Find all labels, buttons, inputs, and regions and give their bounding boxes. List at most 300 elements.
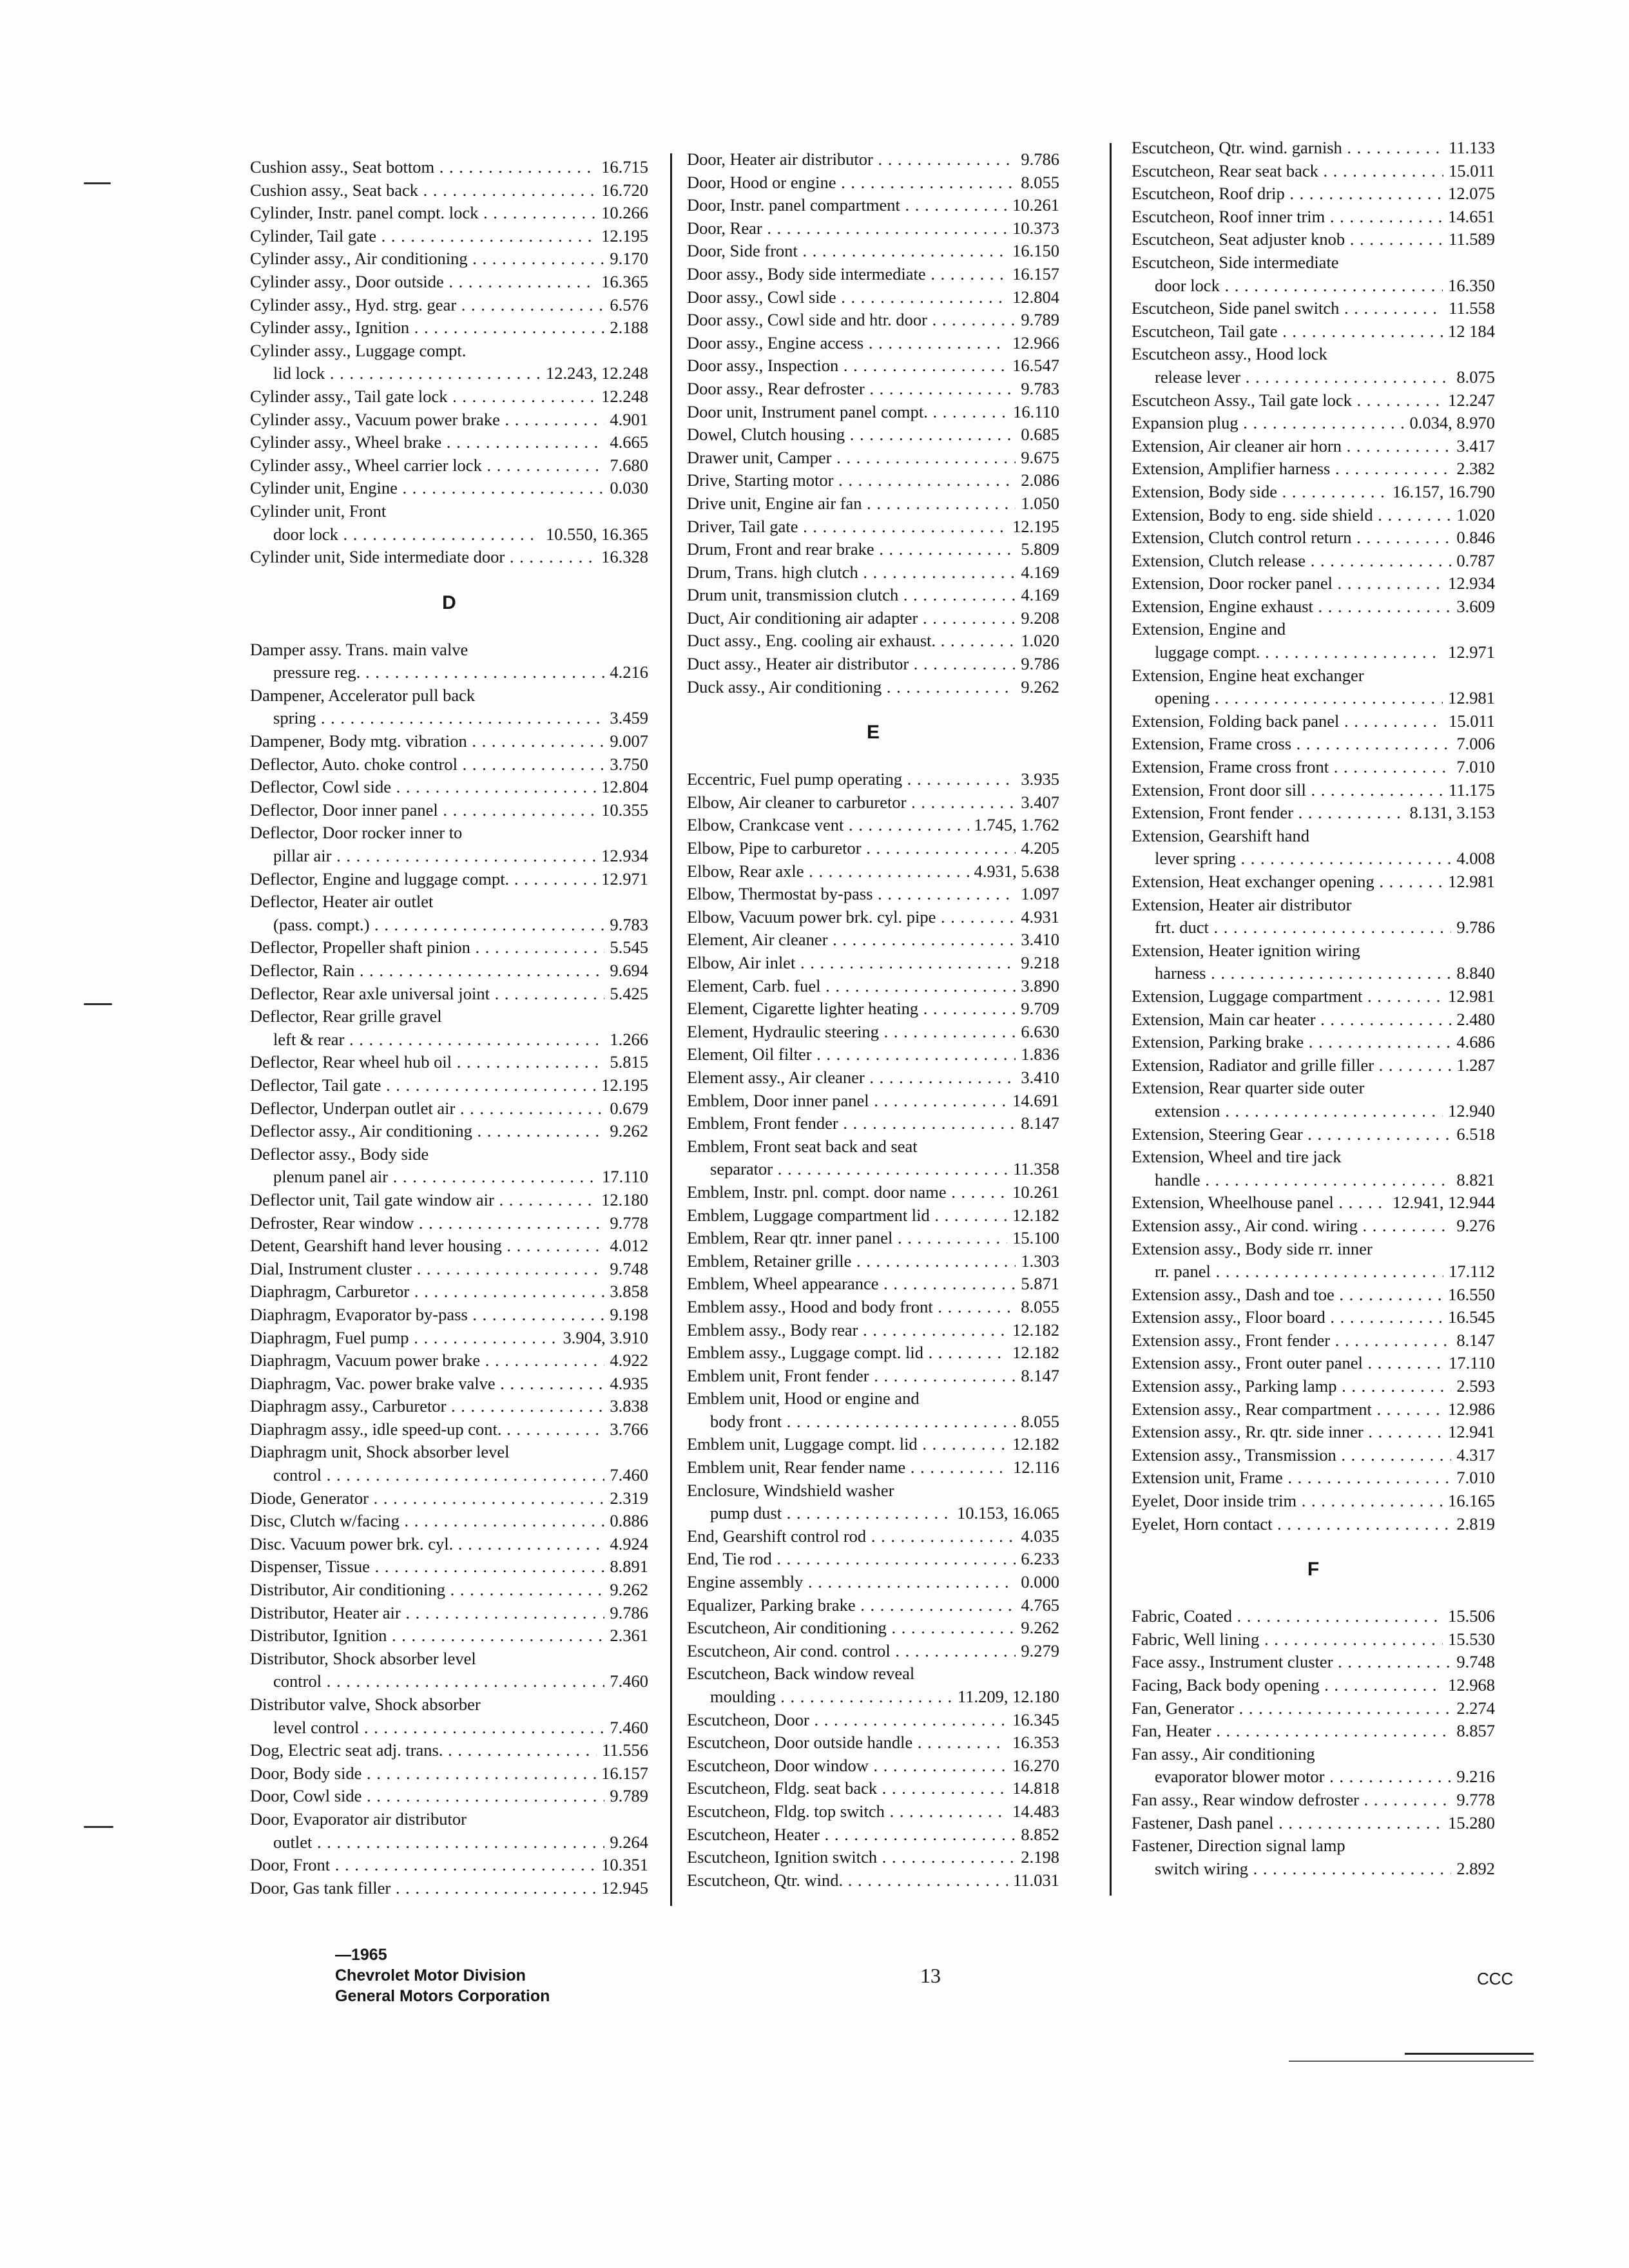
entry-name: Door assy., Body side intermediate . . .: [687, 263, 1007, 286]
index-entry: [250, 1189, 648, 1212]
entry-name: Cylinder assy., Wheel carrier lock . . .: [250, 454, 604, 477]
entry-name: door lock . . .: [1132, 274, 1443, 298]
entry-name: Extension unit, Frame . . .: [1132, 1466, 1451, 1490]
index-entry: [687, 860, 1059, 883]
entry-name: Drive, Starting motor . . .: [687, 469, 1016, 492]
index-entry: [250, 1166, 648, 1189]
index-entry: [687, 1158, 1059, 1181]
entry-name: Deflector, Cowl side . . .: [250, 776, 596, 799]
entry-page-ref: 8.821: [1456, 1169, 1495, 1189]
entry-name: Emblem, Instr. pnl. compt. door name . . .: [687, 1181, 1007, 1204]
index-column-1: [250, 156, 648, 1899]
entry-name: Extension, Wheel and tire jack: [1132, 1147, 1342, 1167]
entry-name: Escutcheon, Roof drip . . .: [1132, 182, 1443, 206]
index-entry: [687, 1548, 1059, 1571]
entry-name: pressure reg. . . .: [250, 661, 604, 684]
entry-name: Distributor, Heater air . . .: [250, 1602, 604, 1625]
entry-page-ref: 3.904, 3.910: [563, 1327, 648, 1347]
entry-page-ref: 12.804: [601, 777, 648, 797]
index-entry: [250, 454, 648, 477]
entry-page-ref: 15.011: [1449, 711, 1495, 731]
index-entry: [687, 814, 1059, 837]
entry-page-ref: 0.030: [610, 478, 648, 498]
index-entry: [687, 906, 1059, 929]
entry-name: Elbow, Air cleaner to carburetor . . .: [687, 791, 1016, 814]
index-heading: [250, 1808, 648, 1831]
index-entry: [687, 240, 1059, 263]
entry-name: Extension, Heater air distributor: [1132, 894, 1352, 914]
index-entry: [250, 730, 648, 753]
entry-name: (pass. compt.) . . .: [250, 914, 604, 937]
index-entry: [1132, 1329, 1495, 1352]
index-entry: [1132, 1398, 1495, 1421]
index-entry: [1132, 962, 1495, 985]
index-entry: [687, 837, 1059, 860]
entry-page-ref: 1.020: [1021, 631, 1059, 651]
entry-name: Eyelet, Door inside trim . . .: [1132, 1490, 1443, 1513]
entry-page-ref: 8.857: [1456, 1721, 1495, 1741]
index-entry: [687, 629, 1059, 653]
index-entry: [1132, 1215, 1495, 1238]
entry-name: Elbow, Vacuum power brk. cyl. pipe . . .: [687, 906, 1016, 929]
entry-page-ref: 3.459: [610, 708, 648, 728]
index-entry: [1132, 1858, 1495, 1881]
index-entry: [250, 1487, 648, 1510]
entry-name: Deflector, Tail gate . . .: [250, 1074, 596, 1097]
entry-page-ref: 9.198: [610, 1304, 648, 1324]
index-entry: [1132, 1031, 1495, 1054]
index-entry: [250, 385, 648, 408]
index-entry: [1132, 481, 1495, 504]
entry-name: Duct assy., Eng. cooling air exhaust. . . .: [687, 629, 1016, 653]
index-entry: [687, 1502, 1059, 1525]
entry-name: Extension, Luggage compartment . . .: [1132, 985, 1443, 1008]
entry-page-ref: 4.924: [610, 1533, 648, 1553]
entry-name: Deflector, Rear grille gravel: [250, 1006, 442, 1026]
entry-page-ref: 3.410: [1021, 1067, 1059, 1087]
entry-name: lid lock . . .: [250, 362, 541, 385]
index-entry: [687, 1365, 1059, 1388]
entry-name: Element, Carb. fuel . . .: [687, 975, 1016, 998]
entry-page-ref: 3.417: [1456, 436, 1495, 456]
entry-page-ref: 12.940: [1448, 1100, 1495, 1120]
index-entry: [250, 1716, 648, 1740]
footer-rule: [1289, 2061, 1534, 2062]
entry-page-ref: 17.110: [1449, 1353, 1495, 1373]
entry-name: Duct assy., Heater air distributor . . .: [687, 653, 1016, 676]
entry-page-ref: 16.270: [1012, 1755, 1059, 1775]
entry-name: Emblem assy., Luggage compt. lid . . .: [687, 1341, 1007, 1365]
entry-page-ref: 11.358: [1013, 1159, 1059, 1179]
entry-name: Diaphragm, Fuel pump . . .: [250, 1327, 558, 1350]
entry-name: Deflector, Rear axle universal joint . . .: [250, 983, 604, 1006]
entry-page-ref: 10.351: [601, 1855, 648, 1875]
entry-name: Emblem unit, Hood or engine and: [687, 1389, 920, 1408]
entry-page-ref: 16.350: [1448, 275, 1495, 295]
entry-name: End, Tie rod . . .: [687, 1548, 1016, 1571]
entry-name: Diaphragm, Evaporator by-pass . . .: [250, 1303, 604, 1327]
entry-page-ref: 9.786: [1021, 654, 1059, 674]
entry-page-ref: 9.218: [1021, 953, 1059, 972]
entry-page-ref: 16.150: [1012, 241, 1059, 261]
entry-page-ref: 7.460: [610, 1671, 648, 1691]
entry-page-ref: 16.365: [601, 271, 648, 291]
entry-page-ref: 15.280: [1448, 1812, 1495, 1832]
index-entry: [1132, 710, 1495, 733]
index-entry: [687, 1525, 1059, 1548]
index-entry: [687, 1640, 1059, 1663]
entry-name: Emblem, Retainer grille . . .: [687, 1250, 1016, 1273]
index-heading: [250, 1441, 648, 1464]
entry-page-ref: 12.247: [1448, 390, 1495, 410]
entry-name: Element, Oil filter . . .: [687, 1043, 1016, 1066]
entry-name: Elbow, Crankcase vent . . .: [687, 814, 969, 837]
footer-year: —1965: [335, 1946, 387, 1964]
entry-page-ref: 3.935: [1021, 769, 1059, 789]
index-entry: [1132, 572, 1495, 595]
entry-page-ref: 14.483: [1012, 1801, 1059, 1821]
entry-page-ref: 10.261: [1012, 1182, 1059, 1202]
entry-page-ref: 3.858: [610, 1282, 648, 1302]
entry-page-ref: 12.934: [601, 846, 648, 866]
entry-name: Emblem, Wheel appearance . . .: [687, 1273, 1016, 1296]
entry-name: Damper assy. Trans. main valve: [250, 639, 468, 659]
entry-name: Extension, Parking brake . . .: [1132, 1031, 1451, 1054]
index-entry: [687, 1066, 1059, 1090]
index-entry: [1132, 1697, 1495, 1720]
entry-page-ref: 8.840: [1456, 963, 1495, 983]
index-heading: [250, 684, 648, 707]
entry-page-ref: 9.694: [610, 961, 648, 980]
index-entry: [250, 1670, 648, 1693]
entry-name: Deflector assy., Air conditioning . . .: [250, 1120, 604, 1143]
entry-name: Cylinder assy., Vacuum power brake . . .: [250, 408, 604, 432]
index-entry: [1132, 1651, 1495, 1674]
entry-page-ref: 11.031: [1013, 1870, 1059, 1890]
index-entry: [687, 1296, 1059, 1319]
entry-name: Element, Air cleaner . . .: [687, 928, 1016, 952]
entry-name: Extension, Front door sill . . .: [1132, 779, 1443, 802]
entry-name: Cylinder assy., Wheel brake . . .: [250, 431, 604, 454]
entry-page-ref: 3.410: [1021, 930, 1059, 950]
entry-page-ref: 10.266: [601, 203, 648, 223]
index-entry: [687, 378, 1059, 401]
index-heading: [250, 1005, 648, 1028]
entry-name: Extension, Rear quarter side outer: [1132, 1078, 1365, 1098]
entry-name: Duct, Air conditioning air adapter . . .: [687, 607, 1016, 630]
index-entry: [1132, 1812, 1495, 1835]
index-heading: [1132, 1238, 1495, 1261]
entry-page-ref: 16.110: [1013, 401, 1059, 421]
entry-name: lever spring . . .: [1132, 847, 1451, 870]
index-entry: [687, 194, 1059, 217]
entry-name: opening . . .: [1132, 687, 1443, 710]
entry-page-ref: 1.020: [1456, 505, 1495, 524]
index-entry: [687, 1731, 1059, 1754]
entry-page-ref: 2.198: [1021, 1847, 1059, 1867]
entry-page-ref: 1.836: [1021, 1044, 1059, 1064]
index-entry: [1132, 435, 1495, 458]
index-entry: [250, 1831, 648, 1854]
entry-name: Distributor valve, Shock absorber: [250, 1695, 481, 1714]
entry-page-ref: 17.110: [602, 1167, 648, 1187]
entry-name: Fastener, Dash panel . . .: [1132, 1812, 1443, 1835]
index-entry: [1132, 412, 1495, 435]
entry-name: Escutcheon Assy., Tail gate lock . . .: [1132, 389, 1443, 412]
entry-name: Extension assy., Parking lamp . . .: [1132, 1375, 1451, 1398]
margin-mark: [84, 1003, 112, 1005]
entry-page-ref: 0.034, 8.970: [1409, 413, 1495, 433]
index-entry: [1132, 1444, 1495, 1467]
entry-name: moulding . . .: [687, 1686, 952, 1709]
entry-page-ref: 9.789: [1021, 310, 1059, 330]
index-entry: [687, 883, 1059, 906]
entry-name: evaporator blower motor . . .: [1132, 1765, 1451, 1789]
entry-page-ref: 4.008: [1456, 849, 1495, 869]
entry-name: Drum unit, transmission clutch . . .: [687, 584, 1016, 607]
entry-name: Emblem, Luggage compartment lid . . .: [687, 1204, 1007, 1227]
entry-page-ref: 8.147: [1456, 1330, 1495, 1350]
entry-name: Escutcheon, Back window reveal: [687, 1664, 915, 1684]
entry-name: Dispenser, Tissue . . .: [250, 1555, 604, 1579]
entry-page-ref: 8.147: [1021, 1365, 1059, 1385]
entry-page-ref: 5.815: [610, 1052, 648, 1072]
entry-page-ref: 1.287: [1456, 1055, 1495, 1075]
index-entry: [1132, 1054, 1495, 1077]
index-entry: [250, 868, 648, 891]
entry-name: Cylinder unit, Engine . . .: [250, 477, 604, 500]
entry-name: Elbow, Thermostat by-pass . . .: [687, 883, 1016, 906]
entry-name: Emblem, Rear qtr. inner panel . . .: [687, 1227, 1007, 1250]
entry-name: Extension, Clutch release . . .: [1132, 550, 1451, 573]
section-letter: E: [866, 722, 880, 744]
entry-page-ref: 4.686: [1456, 1032, 1495, 1052]
entry-page-ref: 12.804: [1012, 287, 1059, 307]
entry-page-ref: 9.778: [610, 1213, 648, 1233]
entry-name: Door, Body side . . .: [250, 1762, 596, 1785]
entry-page-ref: 14.691: [1012, 1090, 1059, 1110]
entry-page-ref: 0.685: [1021, 425, 1059, 445]
index-entry: [687, 653, 1059, 676]
entry-page-ref: 2.593: [1456, 1376, 1495, 1396]
index-entry: [1132, 526, 1495, 550]
entry-page-ref: 4.931: [1021, 907, 1059, 927]
entry-page-ref: 8.147: [1021, 1113, 1059, 1133]
entry-page-ref: 7.460: [610, 1717, 648, 1737]
index-heading: [1132, 1077, 1495, 1100]
entry-name: Engine assembly . . .: [687, 1571, 1016, 1594]
entry-page-ref: 11.589: [1449, 229, 1495, 249]
index-entry: [687, 1754, 1059, 1778]
index-entry: [687, 1250, 1059, 1273]
index-entry: [687, 607, 1059, 630]
entry-name: Extension, Heater ignition wiring: [1132, 940, 1360, 960]
entry-name: Distributor, Air conditioning . . .: [250, 1579, 604, 1602]
index-entry: [687, 1846, 1059, 1869]
section-letter: D: [442, 591, 456, 613]
entry-page-ref: 12 184: [1448, 321, 1495, 341]
entry-page-ref: 9.786: [1456, 918, 1495, 937]
index-entry: [250, 156, 648, 179]
entry-page-ref: 12.182: [1012, 1343, 1059, 1363]
entry-name: Extension, Engine heat exchanger: [1132, 665, 1364, 685]
index-entry: [1132, 1375, 1495, 1398]
index-entry: [687, 286, 1059, 309]
entry-name: Deflector, Heater air outlet: [250, 892, 434, 912]
entry-name: Fabric, Coated . . .: [1132, 1605, 1443, 1628]
index-entry: [1132, 985, 1495, 1008]
entry-page-ref: 12.981: [1448, 986, 1495, 1006]
index-heading: [250, 340, 648, 363]
entry-name: Deflector, Door rocker inner to: [250, 823, 463, 843]
entry-name: Escutcheon, Qtr. wind. garnish . . .: [1132, 137, 1443, 160]
entry-name: level control . . .: [250, 1716, 604, 1740]
entry-name: Elbow, Pipe to carburetor . . .: [687, 837, 1016, 860]
index-entry: [687, 354, 1059, 378]
entry-name: Extension, Main car heater . . .: [1132, 1008, 1451, 1032]
index-entry: [1132, 366, 1495, 389]
entry-name: Extension, Door rocker panel . . .: [1132, 572, 1443, 595]
entry-name: Door unit, Instrument panel compt. . . .: [687, 401, 1008, 424]
entry-page-ref: 4.205: [1021, 838, 1059, 858]
column-divider: [1110, 143, 1112, 1896]
entry-name: Dog, Electric seat adj. trans. . . .: [250, 1739, 597, 1762]
entry-page-ref: 7.010: [1456, 757, 1495, 777]
index-entry: [250, 1097, 648, 1120]
index-entry: [687, 538, 1059, 561]
entry-name: spring . . .: [250, 707, 604, 730]
entry-name: Extension, Folding back panel . . .: [1132, 710, 1443, 733]
entry-page-ref: 1.266: [610, 1029, 648, 1049]
index-entry: [687, 1021, 1059, 1044]
entry-page-ref: 4.665: [610, 432, 648, 452]
entry-name: Door, Rear . . .: [687, 217, 1007, 240]
entry-name: Cushion assy., Seat back . . .: [250, 179, 596, 202]
entry-page-ref: 1.745, 1.762: [974, 815, 1059, 835]
entry-page-ref: 8.891: [610, 1557, 648, 1577]
index-entry: [1132, 756, 1495, 779]
index-entry: [687, 1433, 1059, 1456]
index-entry: [250, 936, 648, 959]
index-entry: [250, 431, 648, 454]
entry-name: Deflector unit, Tail gate window air . . .: [250, 1189, 596, 1212]
entry-page-ref: 9.208: [1021, 608, 1059, 628]
entry-page-ref: 2.361: [610, 1626, 648, 1646]
entry-page-ref: 12.116: [1013, 1457, 1059, 1477]
entry-page-ref: 9.783: [610, 914, 648, 934]
index-entry: [1132, 1605, 1495, 1628]
entry-page-ref: 12.248: [601, 386, 648, 406]
index-entry: [250, 1120, 648, 1143]
index-entry: [687, 1090, 1059, 1113]
entry-page-ref: 12.243, 12.248: [546, 363, 648, 383]
index-entry: [1132, 228, 1495, 251]
index-entry: [687, 676, 1059, 699]
entry-name: Extension assy., Floor board . . .: [1132, 1306, 1443, 1329]
entry-page-ref: 4.216: [610, 662, 648, 682]
entry-page-ref: 0.679: [610, 1098, 648, 1118]
entry-page-ref: 7.680: [610, 455, 648, 475]
entry-page-ref: 14.818: [1012, 1778, 1059, 1798]
entry-page-ref: 9.262: [610, 1121, 648, 1141]
entry-page-ref: 8.852: [1021, 1824, 1059, 1844]
entry-page-ref: 12.941, 12.944: [1393, 1193, 1495, 1213]
entry-name: Cushion assy., Seat bottom . . .: [250, 156, 596, 179]
index-heading: [250, 890, 648, 914]
entry-name: Cylinder assy., Luggage compt.: [250, 340, 467, 360]
entry-page-ref: 2.892: [1456, 1858, 1495, 1878]
entry-page-ref: 1.050: [1021, 493, 1059, 513]
entry-page-ref: 12.934: [1448, 573, 1495, 593]
entry-name: Escutcheon, Air cond. control . . .: [687, 1640, 1016, 1663]
entry-page-ref: 16.345: [1012, 1709, 1059, 1729]
index-entry: [250, 1212, 648, 1235]
index-entry: [250, 1854, 648, 1877]
entry-name: Extension, Wheelhouse panel . . .: [1132, 1191, 1387, 1215]
entry-page-ref: 10.261: [1012, 195, 1059, 215]
index-entry: [687, 1686, 1059, 1709]
index-entry: [687, 492, 1059, 515]
entry-name: Distributor, Shock absorber level: [250, 1648, 476, 1668]
entry-name: Emblem, Front fender . . .: [687, 1112, 1016, 1135]
entry-name: Disc. Vacuum power brk. cyl. . . .: [250, 1533, 604, 1556]
index-heading: [1132, 1146, 1495, 1169]
index-entry: [687, 447, 1059, 470]
entry-page-ref: 0.846: [1456, 528, 1495, 548]
index-entry: [687, 975, 1059, 998]
index-heading: [250, 639, 648, 662]
index-entry: [1132, 916, 1495, 939]
margin-mark: [84, 182, 111, 184]
entry-name: Element, Hydraulic steering . . .: [687, 1021, 1016, 1044]
index-entry: [1132, 1169, 1495, 1192]
index-entry: [250, 1762, 648, 1785]
entry-name: Equalizer, Parking brake . . .: [687, 1594, 1016, 1617]
entry-name: Cylinder unit, Front: [250, 501, 387, 521]
entry-name: Fabric, Well lining . . .: [1132, 1628, 1443, 1651]
index-entry: [250, 1464, 648, 1487]
entry-name: Extension, Engine and: [1132, 619, 1286, 639]
index-entry: [250, 799, 648, 822]
entry-name: Deflector, Engine and luggage compt. . . .: [250, 868, 596, 891]
entry-name: End, Gearshift control rod . . .: [687, 1525, 1016, 1548]
index-entry: [1132, 641, 1495, 664]
index-heading: [250, 822, 648, 845]
entry-page-ref: 9.262: [1021, 1618, 1059, 1638]
entry-page-ref: 16.328: [601, 547, 648, 567]
index-entry: [250, 202, 648, 225]
entry-page-ref: 9.675: [1021, 447, 1059, 467]
entry-name: Enclosure, Windshield washer: [687, 1480, 894, 1500]
index-entry: [687, 309, 1059, 332]
entry-name: Emblem unit, Luggage compt. lid . . .: [687, 1433, 1007, 1456]
index-heading: [250, 1648, 648, 1671]
index-entry: [687, 469, 1059, 492]
entry-name: Emblem assy., Hood and body front . . .: [687, 1296, 1016, 1319]
entry-name: Cylinder assy., Door outside . . .: [250, 271, 596, 294]
entry-name: Extension assy., Air cond. wiring . . .: [1132, 1215, 1451, 1238]
entry-name: Cylinder, Instr. panel compt. lock . . .: [250, 202, 596, 225]
entry-name: rr. panel . . .: [1132, 1260, 1443, 1283]
entry-page-ref: 12.075: [1448, 184, 1495, 204]
entry-name: Cylinder assy., Air conditioning . . .: [250, 247, 604, 271]
entry-page-ref: 12.986: [1448, 1399, 1495, 1419]
index-entry: [1132, 1674, 1495, 1697]
index-entry: [687, 1869, 1059, 1892]
entry-page-ref: 16.157: [1012, 264, 1059, 284]
entry-name: Deflector assy., Body side: [250, 1144, 429, 1164]
entry-name: Extension, Amplifier harness . . .: [1132, 457, 1451, 481]
